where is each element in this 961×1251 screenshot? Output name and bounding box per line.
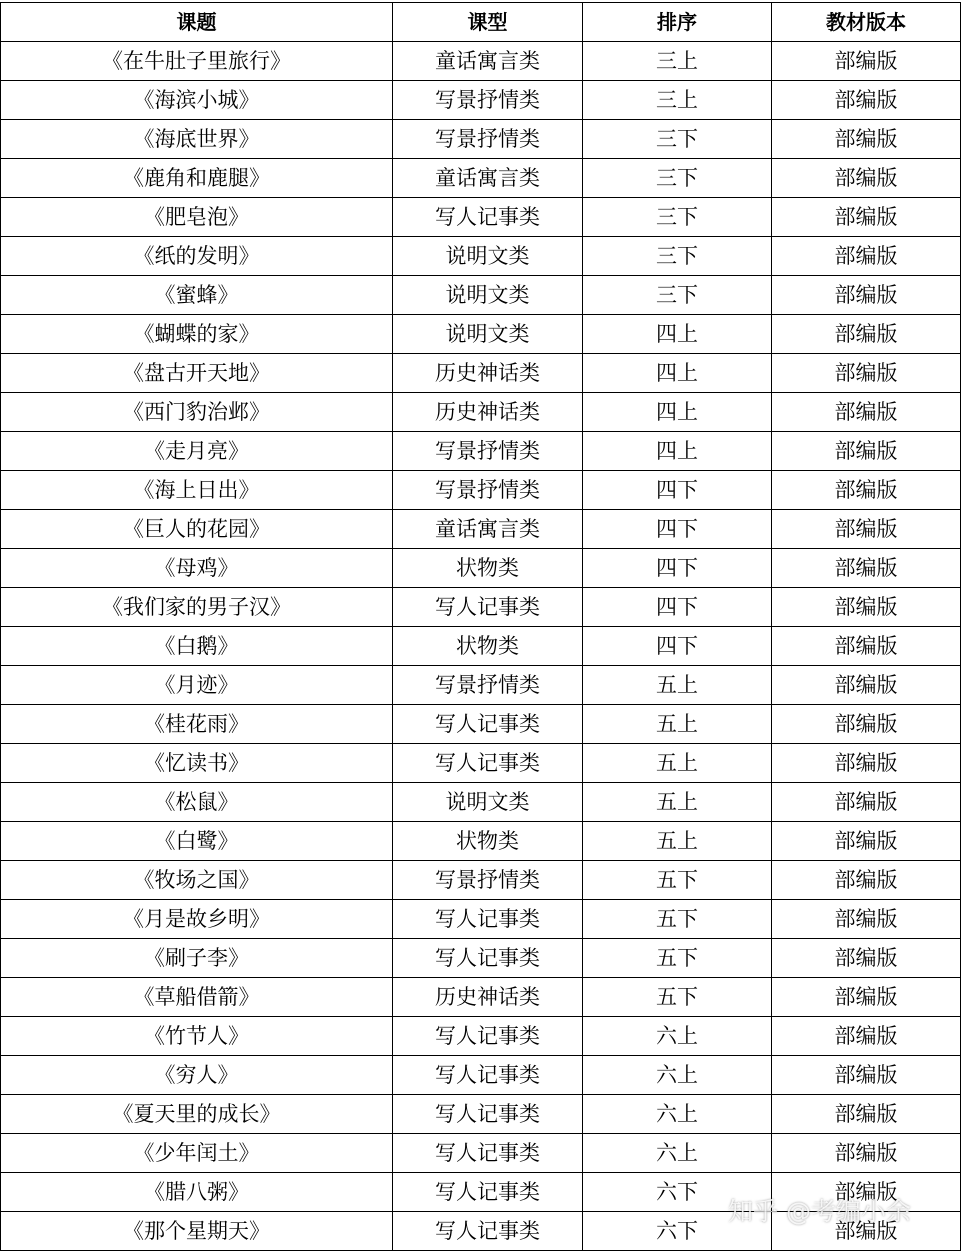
cell-order: 五下 bbox=[583, 978, 772, 1017]
cell-textbook-edition: 部编版 bbox=[772, 198, 961, 237]
table-row bbox=[1, 1095, 961, 1134]
cell-lesson-type: 写人记事类 bbox=[393, 939, 583, 978]
cell-textbook-edition: 部编版 bbox=[772, 315, 961, 354]
cell-textbook-edition: 部编版 bbox=[772, 276, 961, 315]
cell-lesson-type: 写人记事类 bbox=[393, 1173, 583, 1212]
table-body bbox=[1, 42, 961, 1251]
cell-order: 六上 bbox=[583, 1095, 772, 1134]
table-row bbox=[1, 666, 961, 705]
cell-lesson-type: 历史神话类 bbox=[393, 354, 583, 393]
header-order: 排序 bbox=[583, 3, 772, 42]
cell-lesson-title: 《月是故乡明》 bbox=[1, 900, 393, 939]
cell-lesson-title: 《海滨小城》 bbox=[1, 81, 393, 120]
table-row bbox=[1, 120, 961, 159]
cell-order: 五上 bbox=[583, 822, 772, 861]
table-row bbox=[1, 42, 961, 81]
cell-textbook-edition: 部编版 bbox=[772, 1056, 961, 1095]
cell-lesson-title: 《月迹》 bbox=[1, 666, 393, 705]
cell-lesson-title: 《盘古开天地》 bbox=[1, 354, 393, 393]
cell-lesson-title: 《刷子李》 bbox=[1, 939, 393, 978]
table-row bbox=[1, 81, 961, 120]
table-row bbox=[1, 822, 961, 861]
cell-order: 六上 bbox=[583, 1017, 772, 1056]
table-row bbox=[1, 705, 961, 744]
cell-lesson-type: 童话寓言类 bbox=[393, 159, 583, 198]
cell-lesson-title: 《西门豹治邺》 bbox=[1, 393, 393, 432]
table-row bbox=[1, 861, 961, 900]
cell-lesson-title: 《在牛肚子里旅行》 bbox=[1, 42, 393, 81]
cell-order: 六上 bbox=[583, 1056, 772, 1095]
cell-textbook-edition: 部编版 bbox=[772, 120, 961, 159]
cell-lesson-title: 《桂花雨》 bbox=[1, 705, 393, 744]
zhihu-watermark: 知乎 @考编小余 bbox=[728, 1197, 911, 1226]
cell-lesson-type: 写人记事类 bbox=[393, 705, 583, 744]
cell-textbook-edition: 部编版 bbox=[772, 1017, 961, 1056]
cell-order: 五下 bbox=[583, 939, 772, 978]
table-row bbox=[1, 354, 961, 393]
table-row bbox=[1, 276, 961, 315]
table-row bbox=[1, 159, 961, 198]
cell-textbook-edition: 部编版 bbox=[772, 1173, 961, 1212]
header-lesson-title: 课题 bbox=[1, 3, 393, 42]
cell-lesson-type: 写人记事类 bbox=[393, 1212, 583, 1251]
cell-textbook-edition: 部编版 bbox=[772, 588, 961, 627]
cell-order: 六上 bbox=[583, 1134, 772, 1173]
cell-lesson-title: 《母鸡》 bbox=[1, 549, 393, 588]
cell-order: 四上 bbox=[583, 354, 772, 393]
cell-textbook-edition: 部编版 bbox=[772, 1095, 961, 1134]
cell-lesson-type: 说明文类 bbox=[393, 783, 583, 822]
cell-lesson-type: 写人记事类 bbox=[393, 1134, 583, 1173]
cell-order: 四上 bbox=[583, 315, 772, 354]
table-row bbox=[1, 1212, 961, 1251]
cell-order: 五上 bbox=[583, 744, 772, 783]
cell-order: 五上 bbox=[583, 783, 772, 822]
cell-textbook-edition: 部编版 bbox=[772, 822, 961, 861]
cell-order: 六下 bbox=[583, 1212, 772, 1251]
table-row bbox=[1, 1173, 961, 1212]
cell-textbook-edition: 部编版 bbox=[772, 627, 961, 666]
table-row bbox=[1, 978, 961, 1017]
cell-lesson-title: 《走月亮》 bbox=[1, 432, 393, 471]
cell-lesson-title: 《穷人》 bbox=[1, 1056, 393, 1095]
cell-order: 五下 bbox=[583, 900, 772, 939]
cell-order: 三下 bbox=[583, 120, 772, 159]
cell-lesson-title: 《纸的发明》 bbox=[1, 237, 393, 276]
cell-lesson-type: 状物类 bbox=[393, 627, 583, 666]
table-row bbox=[1, 237, 961, 276]
lesson-table bbox=[0, 2, 961, 1251]
cell-lesson-type: 历史神话类 bbox=[393, 978, 583, 1017]
cell-textbook-edition: 部编版 bbox=[772, 42, 961, 81]
cell-textbook-edition: 部编版 bbox=[772, 393, 961, 432]
table-row bbox=[1, 1056, 961, 1095]
cell-lesson-title: 《蜜蜂》 bbox=[1, 276, 393, 315]
cell-order: 四下 bbox=[583, 510, 772, 549]
cell-order: 三上 bbox=[583, 81, 772, 120]
cell-textbook-edition: 部编版 bbox=[772, 666, 961, 705]
cell-lesson-title: 《腊八粥》 bbox=[1, 1173, 393, 1212]
cell-textbook-edition: 部编版 bbox=[772, 81, 961, 120]
cell-lesson-type: 状物类 bbox=[393, 549, 583, 588]
cell-textbook-edition: 部编版 bbox=[772, 159, 961, 198]
cell-lesson-type: 写人记事类 bbox=[393, 900, 583, 939]
cell-lesson-title: 《那个星期天》 bbox=[1, 1212, 393, 1251]
cell-lesson-type: 状物类 bbox=[393, 822, 583, 861]
cell-lesson-type: 写人记事类 bbox=[393, 588, 583, 627]
cell-lesson-title: 《竹节人》 bbox=[1, 1017, 393, 1056]
cell-order: 四下 bbox=[583, 471, 772, 510]
cell-textbook-edition: 部编版 bbox=[772, 1212, 961, 1251]
cell-order: 三下 bbox=[583, 276, 772, 315]
cell-lesson-type: 写人记事类 bbox=[393, 744, 583, 783]
cell-textbook-edition: 部编版 bbox=[772, 783, 961, 822]
cell-textbook-edition: 部编版 bbox=[772, 978, 961, 1017]
header-textbook-edition: 教材版本 bbox=[772, 3, 961, 42]
cell-order: 六下 bbox=[583, 1173, 772, 1212]
cell-textbook-edition: 部编版 bbox=[772, 939, 961, 978]
cell-lesson-type: 写景抒情类 bbox=[393, 432, 583, 471]
cell-lesson-type: 写人记事类 bbox=[393, 1095, 583, 1134]
cell-textbook-edition: 部编版 bbox=[772, 900, 961, 939]
cell-lesson-title: 《海底世界》 bbox=[1, 120, 393, 159]
cell-lesson-type: 写景抒情类 bbox=[393, 666, 583, 705]
cell-textbook-edition: 部编版 bbox=[772, 861, 961, 900]
cell-order: 三上 bbox=[583, 42, 772, 81]
cell-lesson-type: 写人记事类 bbox=[393, 198, 583, 237]
cell-textbook-edition: 部编版 bbox=[772, 549, 961, 588]
cell-lesson-title: 《松鼠》 bbox=[1, 783, 393, 822]
cell-lesson-type: 说明文类 bbox=[393, 276, 583, 315]
cell-lesson-type: 历史神话类 bbox=[393, 393, 583, 432]
cell-lesson-title: 《少年闰土》 bbox=[1, 1134, 393, 1173]
cell-lesson-title: 《忆读书》 bbox=[1, 744, 393, 783]
cell-lesson-type: 写景抒情类 bbox=[393, 861, 583, 900]
cell-order: 四下 bbox=[583, 627, 772, 666]
table-row bbox=[1, 627, 961, 666]
cell-lesson-type: 童话寓言类 bbox=[393, 42, 583, 81]
cell-order: 四上 bbox=[583, 393, 772, 432]
cell-textbook-edition: 部编版 bbox=[772, 744, 961, 783]
table-row bbox=[1, 393, 961, 432]
cell-textbook-edition: 部编版 bbox=[772, 510, 961, 549]
table-row bbox=[1, 783, 961, 822]
cell-lesson-title: 《蝴蝶的家》 bbox=[1, 315, 393, 354]
table-row bbox=[1, 471, 961, 510]
cell-lesson-type: 写景抒情类 bbox=[393, 120, 583, 159]
header-lesson-type: 课型 bbox=[393, 3, 583, 42]
cell-order: 四上 bbox=[583, 432, 772, 471]
table-row bbox=[1, 939, 961, 978]
table-row bbox=[1, 1134, 961, 1173]
cell-lesson-title: 《鹿角和鹿腿》 bbox=[1, 159, 393, 198]
table-row bbox=[1, 744, 961, 783]
cell-order: 四下 bbox=[583, 549, 772, 588]
table-row bbox=[1, 588, 961, 627]
cell-lesson-title: 《巨人的花园》 bbox=[1, 510, 393, 549]
cell-textbook-edition: 部编版 bbox=[772, 237, 961, 276]
cell-lesson-title: 《夏天里的成长》 bbox=[1, 1095, 393, 1134]
cell-lesson-title: 《海上日出》 bbox=[1, 471, 393, 510]
cell-lesson-title: 《我们家的男子汉》 bbox=[1, 588, 393, 627]
cell-lesson-type: 写景抒情类 bbox=[393, 471, 583, 510]
cell-order: 五上 bbox=[583, 666, 772, 705]
table-row bbox=[1, 510, 961, 549]
table-row bbox=[1, 432, 961, 471]
cell-order: 三下 bbox=[583, 159, 772, 198]
cell-order: 四下 bbox=[583, 588, 772, 627]
cell-order: 五上 bbox=[583, 705, 772, 744]
cell-lesson-type: 写人记事类 bbox=[393, 1056, 583, 1095]
cell-lesson-type: 说明文类 bbox=[393, 237, 583, 276]
cell-textbook-edition: 部编版 bbox=[772, 432, 961, 471]
cell-lesson-type: 童话寓言类 bbox=[393, 510, 583, 549]
cell-order: 三下 bbox=[583, 198, 772, 237]
cell-textbook-edition: 部编版 bbox=[772, 705, 961, 744]
cell-order: 五下 bbox=[583, 861, 772, 900]
cell-order: 三下 bbox=[583, 237, 772, 276]
cell-lesson-type: 说明文类 bbox=[393, 315, 583, 354]
cell-textbook-edition: 部编版 bbox=[772, 471, 961, 510]
cell-lesson-title: 《草船借箭》 bbox=[1, 978, 393, 1017]
cell-lesson-title: 《牧场之国》 bbox=[1, 861, 393, 900]
cell-textbook-edition: 部编版 bbox=[772, 354, 961, 393]
table-row bbox=[1, 315, 961, 354]
cell-lesson-title: 《肥皂泡》 bbox=[1, 198, 393, 237]
cell-textbook-edition: 部编版 bbox=[772, 1134, 961, 1173]
table-row bbox=[1, 549, 961, 588]
table-row bbox=[1, 900, 961, 939]
table-row bbox=[1, 1017, 961, 1056]
cell-lesson-type: 写人记事类 bbox=[393, 1017, 583, 1056]
table-row bbox=[1, 198, 961, 237]
table-header-row bbox=[1, 3, 961, 42]
cell-lesson-title: 《白鹅》 bbox=[1, 627, 393, 666]
cell-lesson-title: 《白鹭》 bbox=[1, 822, 393, 861]
cell-lesson-type: 写景抒情类 bbox=[393, 81, 583, 120]
